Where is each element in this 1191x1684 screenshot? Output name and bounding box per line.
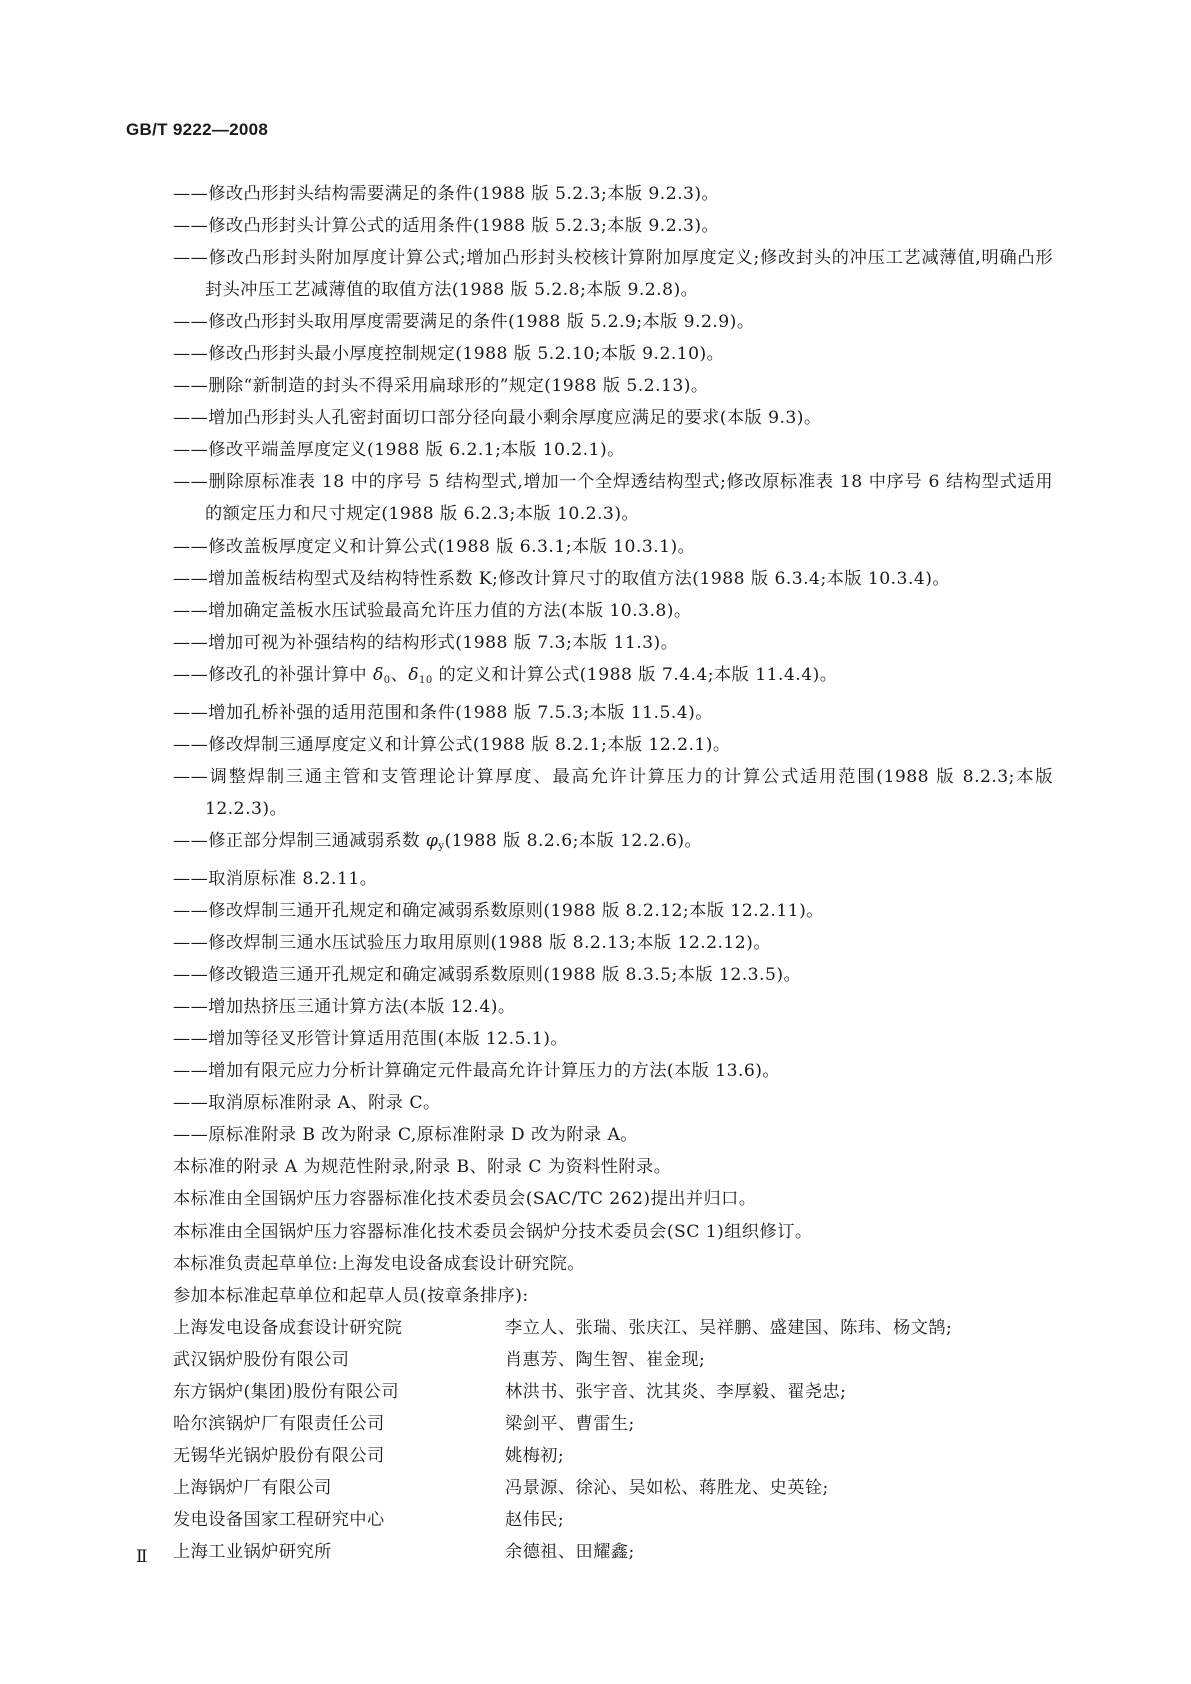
drafter-org: 上海发电设备成套设计研究院 — [173, 1317, 403, 1338]
list-item: ——增加确定盖板水压试验最高允许压力值的方法(本版 10.3.8)。 — [173, 600, 692, 621]
drafter-org: 发电设备国家工程研究中心 — [173, 1509, 385, 1530]
list-item: ——增加盖板结构型式及结构特性系数 K;修改计算尺寸的取值方法(1988 版 6.3.4;本版 10.3.4)。 — [173, 568, 951, 589]
statement-drafters-heading: 参加本标准起草单位和起草人员(按章条排序): — [173, 1285, 529, 1306]
list-item: ——修改焊制三通水压试验压力取用原则(1988 版 8.2.13;本版 12.2.12)。 — [173, 933, 771, 954]
drafter-people: 李立人、张瑞、张庆江、吴祥鹏、盛建国、陈玮、杨文鹄; — [505, 1317, 953, 1338]
list-item: ——修改凸形封头取用厚度需要满足的条件(1988 版 5.2.9;本版 9.2.9)。 — [173, 312, 755, 333]
list-item: ——增加凸形封头人孔密封面切口部分径向最小剩余厚度应满足的要求(本版 9.3)。 — [173, 408, 822, 429]
table-row — [173, 1536, 1053, 1568]
delta-subscript-b: 10 — [419, 674, 433, 686]
drafters-table — [173, 1312, 1053, 1568]
change-list — [173, 178, 1053, 1151]
phi-item-text-after: (1988 版 8.2.6;本版 12.2.6)。 — [444, 830, 703, 851]
list-item: ——修改凸形封头附加厚度计算公式;增加凸形封头校核计算附加厚度定义;修改封头的冲压工艺减薄值,明确凸形封头冲压工艺减薄值的取值方法(1988 版 5.2.8;本版 9.2.8)。 — [173, 248, 1053, 301]
table-row — [173, 1408, 1053, 1440]
drafter-people: 姚梅初; — [505, 1445, 565, 1466]
drafter-org: 上海锅炉厂有限公司 — [173, 1477, 332, 1498]
list-item: ——修改凸形封头计算公式的适用条件(1988 版 5.2.3;本版 9.2.3)。 — [173, 216, 720, 237]
list-item: ——增加等径叉形管计算适用范围(本版 12.5.1)。 — [173, 1029, 569, 1050]
table-row — [173, 1472, 1053, 1504]
list-item: ——修改凸形封头结构需要满足的条件(1988 版 5.2.3;本版 9.2.3)。 — [173, 184, 720, 204]
phi-symbol-char: φ — [425, 830, 439, 851]
phi-symbol — [426, 831, 445, 851]
statement-proposer: 本标准由全国锅炉压力容器标准化技术委员会(SAC/TC 262)提出并归口。 — [173, 1189, 757, 1210]
delta-subscript-a: 0 — [383, 674, 391, 686]
table-row — [173, 1440, 1053, 1472]
list-item: ——增加热挤压三通计算方法(本版 12.4)。 — [173, 997, 516, 1018]
drafter-people: 冯景源、徐沁、吴如松、蒋胜龙、史英铨; — [505, 1477, 829, 1498]
drafter-people: 赵伟民; — [505, 1509, 565, 1530]
list-item: ——修改锻造三通开孔规定和确定减弱系数原则(1988 版 8.3.5;本版 12.3.5)。 — [173, 965, 802, 986]
delta-item-text-after: 的定义和计算公式(1988 版 7.4.4;本版 11.4.4)。 — [432, 664, 838, 685]
list-item: ——修改焊制三通开孔规定和确定减弱系数原则(1988 版 8.2.12;本版 12.2.11)。 — [173, 901, 824, 922]
list-item-phi — [173, 825, 1053, 863]
delta-symbol-0 — [373, 665, 391, 685]
drafter-people: 余德祖、田耀鑫; — [505, 1541, 635, 1562]
page-number: Ⅱ — [136, 1547, 148, 1566]
delta-symbol-10 — [408, 665, 432, 685]
drafter-people: 肖惠芳、陶生智、崔金现; — [505, 1349, 706, 1370]
delta-item-text-before: ——修改孔的补强计算中 — [173, 664, 373, 685]
standard-code-header: GB/T 9222—2008 — [126, 120, 269, 139]
delta-symbol-a: δ — [372, 664, 384, 685]
table-row — [173, 1504, 1053, 1536]
phi-item-text-before: ——修正部分焊制三通减弱系数 — [173, 830, 426, 851]
list-item: ——增加有限元应力分析计算确定元件最高允许计算压力的方法(本版 13.6)。 — [173, 1061, 781, 1082]
statement-revision-org: 本标准由全国锅炉压力容器标准化技术委员会锅炉分技术委员会(SC 1)组织修订。 — [173, 1221, 813, 1242]
list-item: ——增加可视为补强结构的结构形式(1988 版 7.3;本版 11.3)。 — [173, 632, 679, 653]
list-item: ——取消原标准附录 A、附录 C。 — [173, 1093, 441, 1114]
list-item: ——删除原标准表 18 中的序号 5 结构型式,增加一个全焊透结构型式;修改原标准表 18 中序号 6 结构型式适用的额定压力和尺寸规定(1988 版 6.2.3;本版 10.2.3)。 — [173, 472, 1053, 525]
drafter-org: 哈尔滨锅炉厂有限责任公司 — [173, 1413, 385, 1434]
list-item: ——修改盖板厚度定义和计算公式(1988 版 6.3.1;本版 10.3.1)。 — [173, 536, 696, 557]
list-item: ——原标准附录 B 改为附录 C,原标准附录 D 改为附录 A。 — [173, 1125, 638, 1146]
list-item: ——删除“新制造的封头不得采用扁球形的”规定(1988 版 5.2.13)。 — [173, 376, 709, 397]
delta-separator: 、 — [390, 664, 409, 685]
table-row — [173, 1344, 1053, 1376]
statement-lead-drafter: 本标准负责起草单位:上海发电设备成套设计研究院。 — [173, 1253, 585, 1274]
list-item: ——修改焊制三通厚度定义和计算公式(1988 版 8.2.1;本版 12.2.1)。 — [173, 734, 731, 755]
drafter-org: 东方锅炉(集团)股份有限公司 — [173, 1381, 399, 1402]
list-item: ——调整焊制三通主管和支管理论计算厚度、最高允许计算压力的计算公式适用范围(1988 版 8.2.3;本版 12.2.3)。 — [173, 766, 1053, 819]
delta-symbol-b: δ — [408, 664, 420, 685]
list-item-delta — [173, 659, 1053, 697]
list-item: ——增加孔桥补强的适用范围和条件(1988 版 7.5.3;本版 11.5.4)。 — [173, 702, 713, 723]
document-body — [173, 178, 1053, 1568]
table-row — [173, 1312, 1053, 1344]
list-item: ——修改平端盖厚度定义(1988 版 6.2.1;本版 10.2.1)。 — [173, 440, 625, 461]
phi-subscript: y — [438, 840, 445, 852]
statement-appendix: 本标准的附录 A 为规范性附录,附录 B、附录 C 为资料性附录。 — [173, 1157, 672, 1178]
statements — [173, 1151, 1053, 1311]
drafter-people: 林洪书、张宇音、沈其炎、李厚毅、翟尧忠; — [505, 1381, 847, 1402]
list-item: ——修改凸形封头最小厚度控制规定(1988 版 5.2.10;本版 9.2.10)。 — [173, 344, 725, 365]
drafter-people: 梁剑平、曹雷生; — [505, 1413, 635, 1434]
table-row — [173, 1376, 1053, 1408]
drafter-org: 无锡华光锅炉股份有限公司 — [173, 1445, 385, 1466]
drafter-org: 上海工业锅炉研究所 — [173, 1541, 332, 1562]
drafter-org: 武汉锅炉股份有限公司 — [173, 1349, 350, 1370]
list-item: ——取消原标准 8.2.11。 — [173, 868, 378, 889]
